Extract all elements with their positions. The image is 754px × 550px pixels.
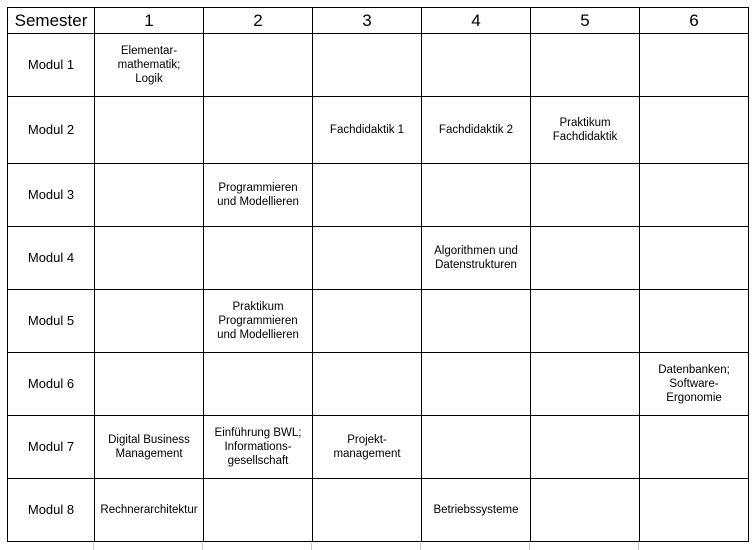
course-cell — [313, 227, 422, 290]
course-cell — [531, 34, 640, 97]
module-label-cell: Modul 8 — [8, 479, 95, 542]
gridline-tail — [420, 543, 421, 550]
course-cell — [640, 479, 749, 542]
course-cell: Programmieren und Modellieren — [204, 164, 313, 227]
module-row — [8, 97, 749, 164]
course-cell — [531, 290, 640, 353]
module-row — [8, 164, 749, 227]
course-cell — [422, 164, 531, 227]
course-cell: Algorithmen und Datenstrukturen — [422, 227, 531, 290]
header-cell-semester-6: 6 — [640, 8, 749, 34]
course-cell — [531, 227, 640, 290]
course-cell — [640, 164, 749, 227]
course-cell — [531, 479, 640, 542]
course-cell — [95, 164, 204, 227]
gridline-tail — [529, 543, 530, 550]
course-cell — [204, 353, 313, 416]
course-cell — [313, 479, 422, 542]
course-cell — [204, 97, 313, 164]
course-cell: Einführung BWL; Informations- gesellschaft — [204, 416, 313, 479]
module-label-cell: Modul 6 — [8, 353, 95, 416]
course-cell: Datenbanken; Software- Ergonomie — [640, 353, 749, 416]
gridline-tail — [202, 543, 203, 550]
course-cell — [422, 416, 531, 479]
course-cell — [313, 164, 422, 227]
header-cell-semester-5: 5 — [531, 8, 640, 34]
header-cell-semester-4: 4 — [422, 8, 531, 34]
course-cell — [640, 290, 749, 353]
module-label-cell: Modul 3 — [8, 164, 95, 227]
course-cell: Digital Business Management — [95, 416, 204, 479]
course-cell: Fachdidaktik 1 — [313, 97, 422, 164]
course-cell — [640, 416, 749, 479]
header-cell-semester-1: 1 — [95, 8, 204, 34]
module-row — [8, 479, 749, 542]
course-cell: Fachdidaktik 2 — [422, 97, 531, 164]
course-cell — [531, 164, 640, 227]
course-cell: Praktikum Fachdidaktik — [531, 97, 640, 164]
course-cell — [95, 227, 204, 290]
course-cell — [640, 34, 749, 97]
header-cell-semester: Semester — [8, 8, 95, 34]
course-cell — [640, 227, 749, 290]
course-cell — [204, 34, 313, 97]
course-cell — [640, 97, 749, 164]
gridline-tail — [638, 543, 639, 550]
module-row — [8, 353, 749, 416]
module-label-cell: Modul 5 — [8, 290, 95, 353]
course-cell — [531, 353, 640, 416]
gridline-tail — [311, 543, 312, 550]
course-cell — [422, 34, 531, 97]
course-cell — [95, 290, 204, 353]
module-row — [8, 290, 749, 353]
module-row — [8, 34, 749, 97]
course-cell — [531, 416, 640, 479]
header-row — [8, 8, 749, 34]
course-cell — [313, 353, 422, 416]
course-cell — [95, 353, 204, 416]
course-cell: Elementar- mathematik; Logik — [95, 34, 204, 97]
module-label-cell: Modul 1 — [8, 34, 95, 97]
course-cell — [422, 290, 531, 353]
module-row — [8, 416, 749, 479]
module-row — [8, 227, 749, 290]
course-cell — [204, 227, 313, 290]
course-cell: Praktikum Programmieren und Modellieren — [204, 290, 313, 353]
gridline-tail — [93, 543, 94, 550]
module-label-cell: Modul 4 — [8, 227, 95, 290]
module-plan-table — [7, 7, 749, 542]
header-cell-semester-3: 3 — [313, 8, 422, 34]
course-cell — [313, 34, 422, 97]
course-cell — [313, 290, 422, 353]
course-cell: Rechnerarchitektur — [95, 479, 204, 542]
course-cell: Projekt- management — [313, 416, 422, 479]
course-cell: Betriebssysteme — [422, 479, 531, 542]
course-cell — [204, 479, 313, 542]
module-label-cell: Modul 2 — [8, 97, 95, 164]
course-cell — [422, 353, 531, 416]
module-label-cell: Modul 7 — [8, 416, 95, 479]
header-cell-semester-2: 2 — [204, 8, 313, 34]
course-cell — [95, 97, 204, 164]
